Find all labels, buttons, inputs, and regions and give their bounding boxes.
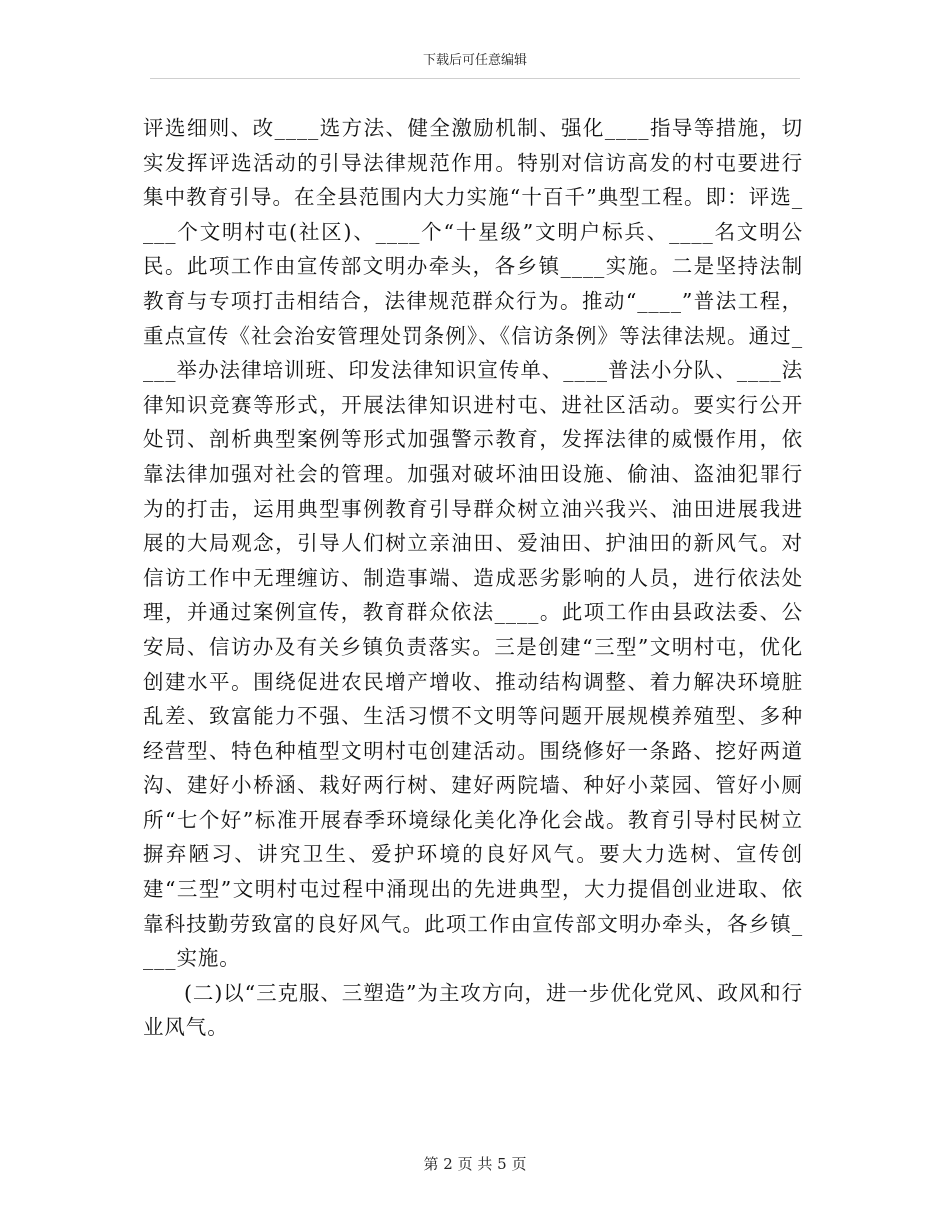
body-paragraph-1: 评选细则、改____选方法、健全激励机制、强化____指导等措施，切实发挥评选活动的引导法律规范作用。特别对信访高发的村屯要进行集中教育引导。在全县范围内大力实施“十百千”典型工程。即：评选____个文明村屯(社区)、____个“十星级”文明户标兵、____名文明公民。此项工作由宣传部文明办牵头，各乡镇____实施。二是坚持法制教育与专项打击相结合，法律规范群众行为。推动“____”普法工程，重点宣传《社会治安管理处罚条例》、《信访条例》等法律法规。通过____举办法律培训班、印发法律知识宣传单、____普法小分队、____法律知识竞赛等形式，开展法律知识进村屯、进社区活动。要实行公开处罚、剖析典型案例等形式加强警示教育，发挥法律的威慑作用，依靠法律加强对社会的管理。加强对破坏油田设施、偷油、盗油犯罪行为的打击，运用典型事例教育引导群众树立油兴我兴、油田进展我进展的大局观念，引导人们树立亲油田、爱油田、护油田的新风气。对信访工作中无理缠访、制造事端、造成恶劣影响的人员，进行依法处理，并通过案例宣传，教育群众依法____。此项工作由县政法委、公安局、信访办及有关乡镇负责落实。三是创建“三型”文明村屯，优化创建水平。围绕促进农民增产增收、推动结构调整、着力解决环境脏乱差、致富能力不强、生活习惯不文明等问题开展规模养殖型、多种经营型、特色种植型文明村屯创建活动。围绕修好一条路、挖好两道沟、建好小桥涵、栽好两行树、建好两院墙、种好小菜园、管好小厕所“七个好”标准开展春季环境绿化美化净化会战。教育引导村民树立摒弃陋习、讲究卫生、爱护环境的良好风气。要大力选树、宣传创建“三型”文明村屯过程中涌现出的先进典型，大力提倡创业进取、依靠科技勤劳致富的良好风气。此项工作由宣传部文明办牵头，各乡镇____实施。	[143, 116, 803, 971]
header-divider	[150, 78, 800, 79]
document-body	[143, 111, 803, 1045]
body-paragraph-2: (二)以“三克服、三塑造”为主攻方向，进一步优化党风、政风和行业风气。	[143, 980, 803, 1040]
page-header-note: 下载后可任意编辑	[422, 53, 527, 68]
page-number: 第 2 页 共 5 页	[423, 1155, 527, 1173]
